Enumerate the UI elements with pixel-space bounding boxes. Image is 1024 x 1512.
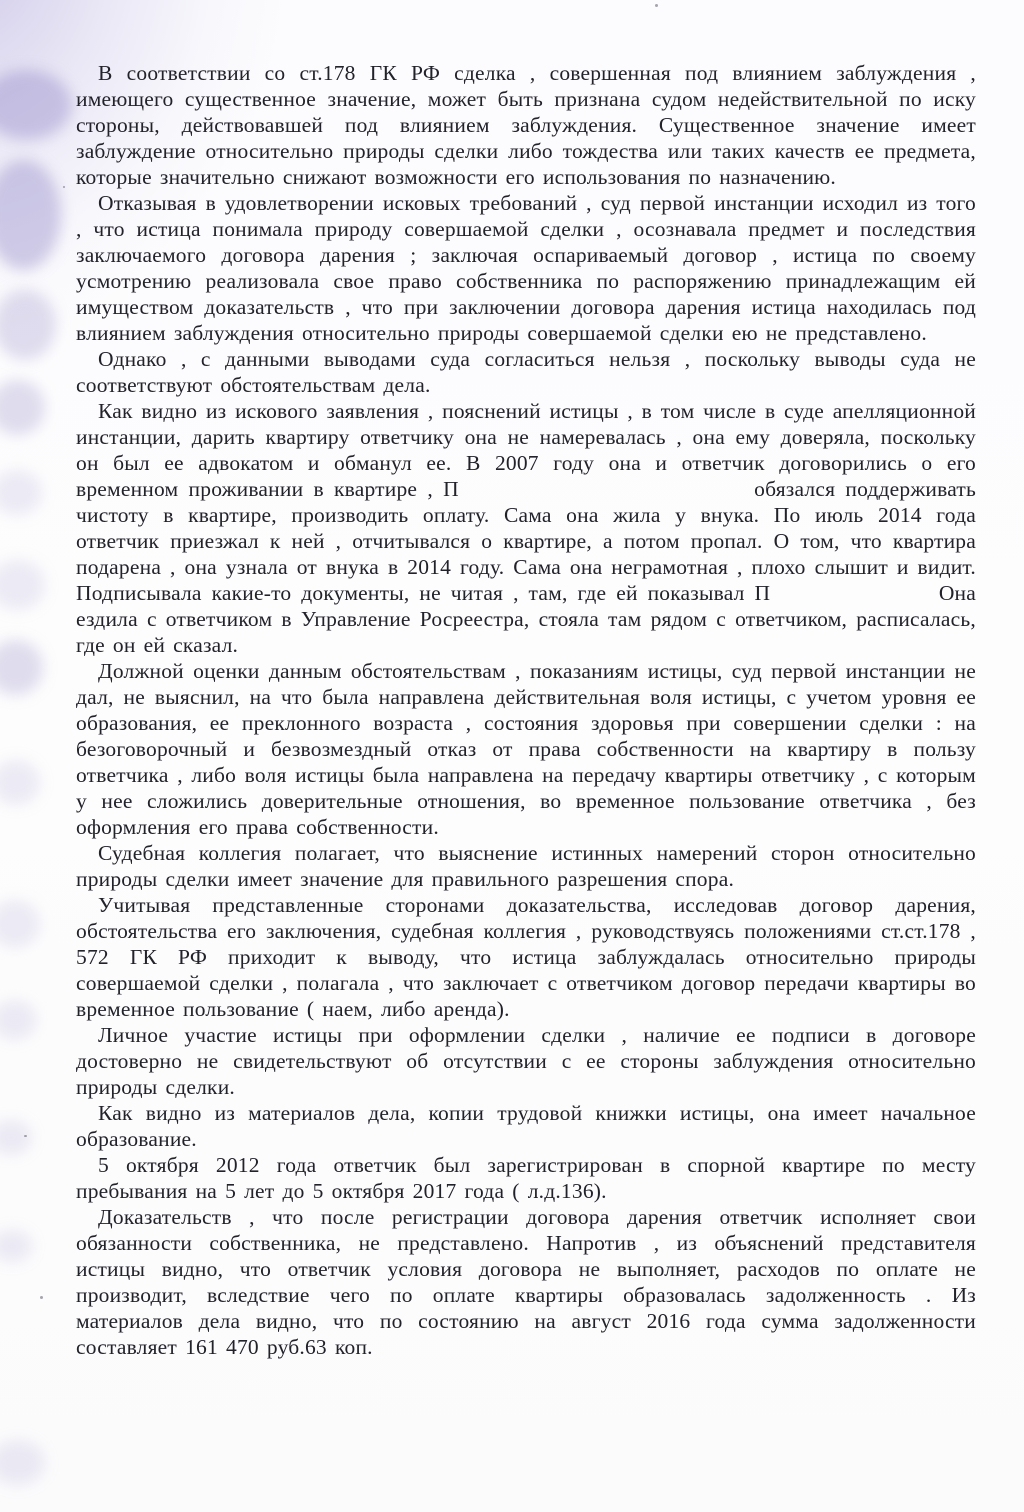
- bleed-through-mark: [0, 470, 42, 515]
- paragraph-education: Как видно из материалов дела, копии трудовой книжки истицы, она имеет начальное образование.: [76, 1101, 976, 1151]
- bleed-through-mark: [0, 290, 56, 360]
- document-text-block: [76, 60, 976, 1360]
- bleed-through-mark: [0, 1000, 37, 1040]
- scan-speck: [24, 1135, 27, 1137]
- paragraph-collegium-conclusion: Учитывая представленные сторонами доказательства, исследовав договор дарения, обстоятельства его заключения, судебная коллегия , руководствуясь положениями ст.ст.178 , 572 ГК РФ приходит к выводу, что истица заблуждалась относительно природы совершаемой сделки , полагала , что заключает с ответчиком договор передачи квартиры во временное пользование ( наем, либо аренда).: [76, 893, 976, 1021]
- paragraph-claim-details: Как видно из искового заявления , пояснений истицы , в том числе в суде апелляционной инстанции, дарить квартиру ответчику она не намеревалась , она ему доверяла, поскольку он был ее адвокатом и обманул ее. В 2007 году она и ответчик договорились о его временном проживании в квартире , П обязался поддерживать чистоту в квартире, производить оплату. Сама она жила у внука. По июль 2014 года ответчик приезжал к ней , отчитывался о квартире, а потом пропал. О том, что квартира подарена , она узнала от внука в 2014 году. Сама она неграмотная , плохо слышит и видит. Подписывала какие-то документы, не читая , там, где ей показывал П Она ездила с ответчиком в Управление Росреестра, стояла там рядом с ответчиком, расписалась, где он ей сказал.: [76, 399, 976, 657]
- bleed-through-mark: [0, 380, 45, 435]
- paragraph-debt: Доказательств , что после регистрации договора дарения ответчик исполняет свои обязанности собственника, не представлено. Напротив , из объяснений представителя истицы видно, что ответчик условия договора не выполняет, расходов по оплате не производит, вследствие чего по оплате квартиры образовалась задолженность . Из материалов дела видно, что по состоянию на август 2016 года сумма задолженности составляет 161 470 руб.63 коп.: [76, 1205, 976, 1359]
- bleed-through-mark: [0, 560, 45, 610]
- bleed-through-mark: [0, 1440, 45, 1485]
- bleed-through-mark: [0, 1120, 32, 1155]
- paragraph-assessment-missing: Должной оценки данным обстоятельствам , показаниям истицы, суд первой инстанции не дал, не выяснил, на что была направлена действительная воля истицы, с учетом уровня ее образования, ее преклонного возраста , состояния здоровья при совершении сделки : на безоговорочный и безвозмездный отказ от права собственности на квартиру в пользу ответчика , либо воля истицы была направлена на передачу квартиры ответчику , с которым у нее сложились доверительные отношения, во временное пользование ответчика , без оформления его права собственности.: [76, 659, 976, 839]
- bleed-through-mark: [0, 900, 40, 948]
- paragraph-disagreement: Однако , с данными выводами суда согласиться нельзя , поскольку выводы суда не соответствуют обстоятельствам дела.: [76, 347, 976, 397]
- bleed-through-mark: [0, 1230, 32, 1262]
- scan-speck: [40, 1296, 43, 1299]
- scan-speck: [63, 186, 65, 188]
- paragraph-first-instance: Отказывая в удовлетворении исковых требований , суд первой инстанции исходил из того , что истица понимала природу совершаемой сделки , осознавала предмет и последствия заключаемого договора дарения ; заключая оспариваемый договор , истица по своему усмотрению реализовала свое право собственника по распоряжению принадлежащим ей имуществом доказательств , что при заключении договора дарения истица находилась под влиянием заблуждения относительно природы совершаемой сделки ею не представлено.: [76, 191, 976, 345]
- bleed-through-mark: [0, 160, 61, 270]
- bleed-through-mark: [0, 760, 40, 805]
- paragraph-personal-participation: Личное участие истицы при оформлении сделки , наличие ее подписи в договоре достоверно не свидетельствуют об отсутствии с ее стороны заблуждения относительно природы сделки.: [76, 1023, 976, 1099]
- bleed-through-mark: [0, 70, 72, 140]
- paragraph-collegium-opinion: Судебная коллегия полагает, что выяснение истинных намерений сторон относительно природы сделки имеет значение для правильного разрешения спора.: [76, 841, 976, 891]
- bleed-through-mark: [0, 640, 43, 695]
- scan-speck: [655, 4, 658, 7]
- paragraph-law-basis: В соответствии со ст.178 ГК РФ сделка , совершенная под влиянием заблуждения , имеющего существенное значение, может быть признана судом недействительной по иску стороны, действовавшей под влиянием заблуждения. Существенное значение имеет заблуждение относительно природы сделки либо тождества или таких качеств ее предмета, которые значительно снижают возможности его использования по назначению.: [76, 61, 976, 189]
- paragraph-registration: 5 октября 2012 года ответчик был зарегистрирован в спорной квартире по месту пребывания на 5 лет до 5 октября 2017 года ( л.д.136).: [76, 1153, 976, 1203]
